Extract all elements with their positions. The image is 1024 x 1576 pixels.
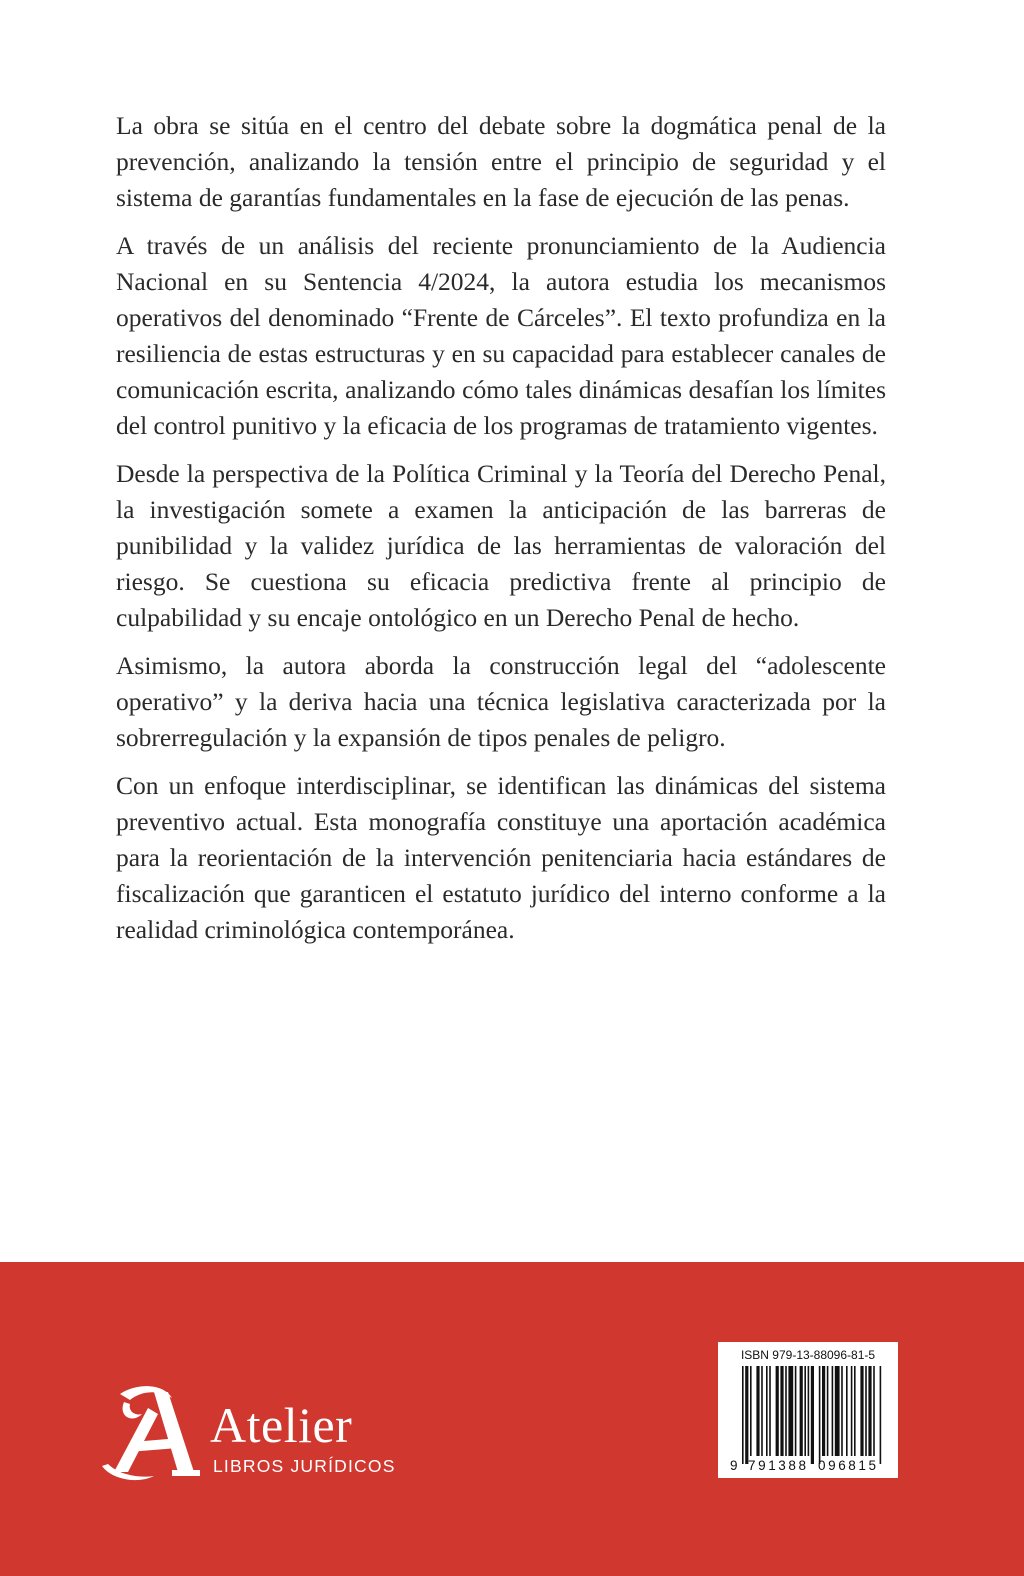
barcode-bar (851, 1366, 853, 1456)
barcode-bar (868, 1366, 871, 1456)
barcode-bar (880, 1366, 882, 1464)
publisher-name: Atelier (210, 1397, 353, 1453)
paragraph: Asimismo, la autora aborda la construcción legal del “adolescente operativo” y la deriva hacia una técnica legislativa caracterizada por la sobrerregulación y la expansión de tipos penales de peligro. (116, 651, 886, 752)
paragraph: Desde la perspectiva de la Política Criminal y la Teoría del Derecho Penal, la investigación somete a examen la anticipación de las barreras de punibilidad y la validez jurídica de las herramientas de valoración del riesgo. Se cuestiona su eficacia predictiva frente al principio de culpabilidad y su encaje ontológico en un Derecho Penal de hecho. (116, 459, 886, 632)
barcode-bar (780, 1366, 783, 1456)
barcode-bar (865, 1366, 867, 1456)
barcode-bar (745, 1366, 748, 1464)
paragraph: A través de un análisis del reciente pronunciamiento de la Audiencia Nacional en su Sentencia 4/2024, la autora estudia los mecanismos operativos del denominado “Frente de Cárceles”. El texto profundiza en la resiliencia de estas estructuras y en su capacidad para establecer canales de comunicación escrita, analizando cómo tales dinámicas desafían los límites del control punitivo y la eficacia de los programas de tratamiento vigentes. (116, 231, 886, 440)
barcode-bar (769, 1366, 771, 1456)
barcode-bar (804, 1366, 806, 1456)
barcode-bar (785, 1366, 787, 1456)
barcode-bar (795, 1366, 797, 1456)
barcode-bar (835, 1366, 840, 1456)
barcode-bar (827, 1366, 829, 1456)
barcode-bar (819, 1366, 821, 1464)
barcode-bar (776, 1366, 779, 1456)
barcode-bar (846, 1366, 848, 1456)
barcode-bar (873, 1366, 875, 1456)
description-text (116, 108, 886, 960)
paragraph: Con un enfoque interdisciplinar, se identifican las dinámicas del sistema preventivo actual. Esta monografía constituye una aportación académica para la reorientación de la intervención penitenciaria hacia estándares de fiscalización que garanticen el estatuto jurídico del interno conforme a la realidad criminológica contemporánea. (116, 771, 886, 944)
barcode-bar (750, 1366, 752, 1456)
barcode-digit-first: 9 (730, 1458, 738, 1473)
barcode-graphic (718, 1342, 898, 1478)
barcode-bar (854, 1366, 856, 1456)
barcode-bar (860, 1366, 863, 1456)
barcode-bar (832, 1366, 834, 1456)
isbn-label: ISBN 979-13-88096-81-5 (740, 1348, 876, 1362)
publisher-logo (98, 1380, 418, 1490)
barcode-bar (811, 1366, 814, 1464)
barcode-bar (788, 1366, 793, 1456)
barcode-bar (841, 1366, 843, 1456)
barcode-digits-left: 791388 (748, 1458, 806, 1473)
barcode-bar (822, 1366, 825, 1456)
barcode-bar (742, 1366, 744, 1464)
atelier-a-logo-icon (98, 1380, 206, 1488)
barcode-bar (761, 1366, 763, 1456)
barcode-digits-right: 096815 (818, 1458, 876, 1473)
isbn-barcode (718, 1342, 898, 1478)
paragraph: La obra se sitúa en el centro del debate sobre la dogmática penal de la prevención, analizando la tensión entre el principio de seguridad y el sistema de garantías fundamentales en la fase de ejecución de las penas. (116, 111, 886, 212)
barcode-bar (808, 1366, 810, 1456)
publisher-subtitle: LIBROS JURÍDICOS (213, 1456, 396, 1476)
barcode-bar (766, 1366, 768, 1456)
barcode-bar (756, 1366, 759, 1456)
barcode-bar (800, 1366, 803, 1456)
